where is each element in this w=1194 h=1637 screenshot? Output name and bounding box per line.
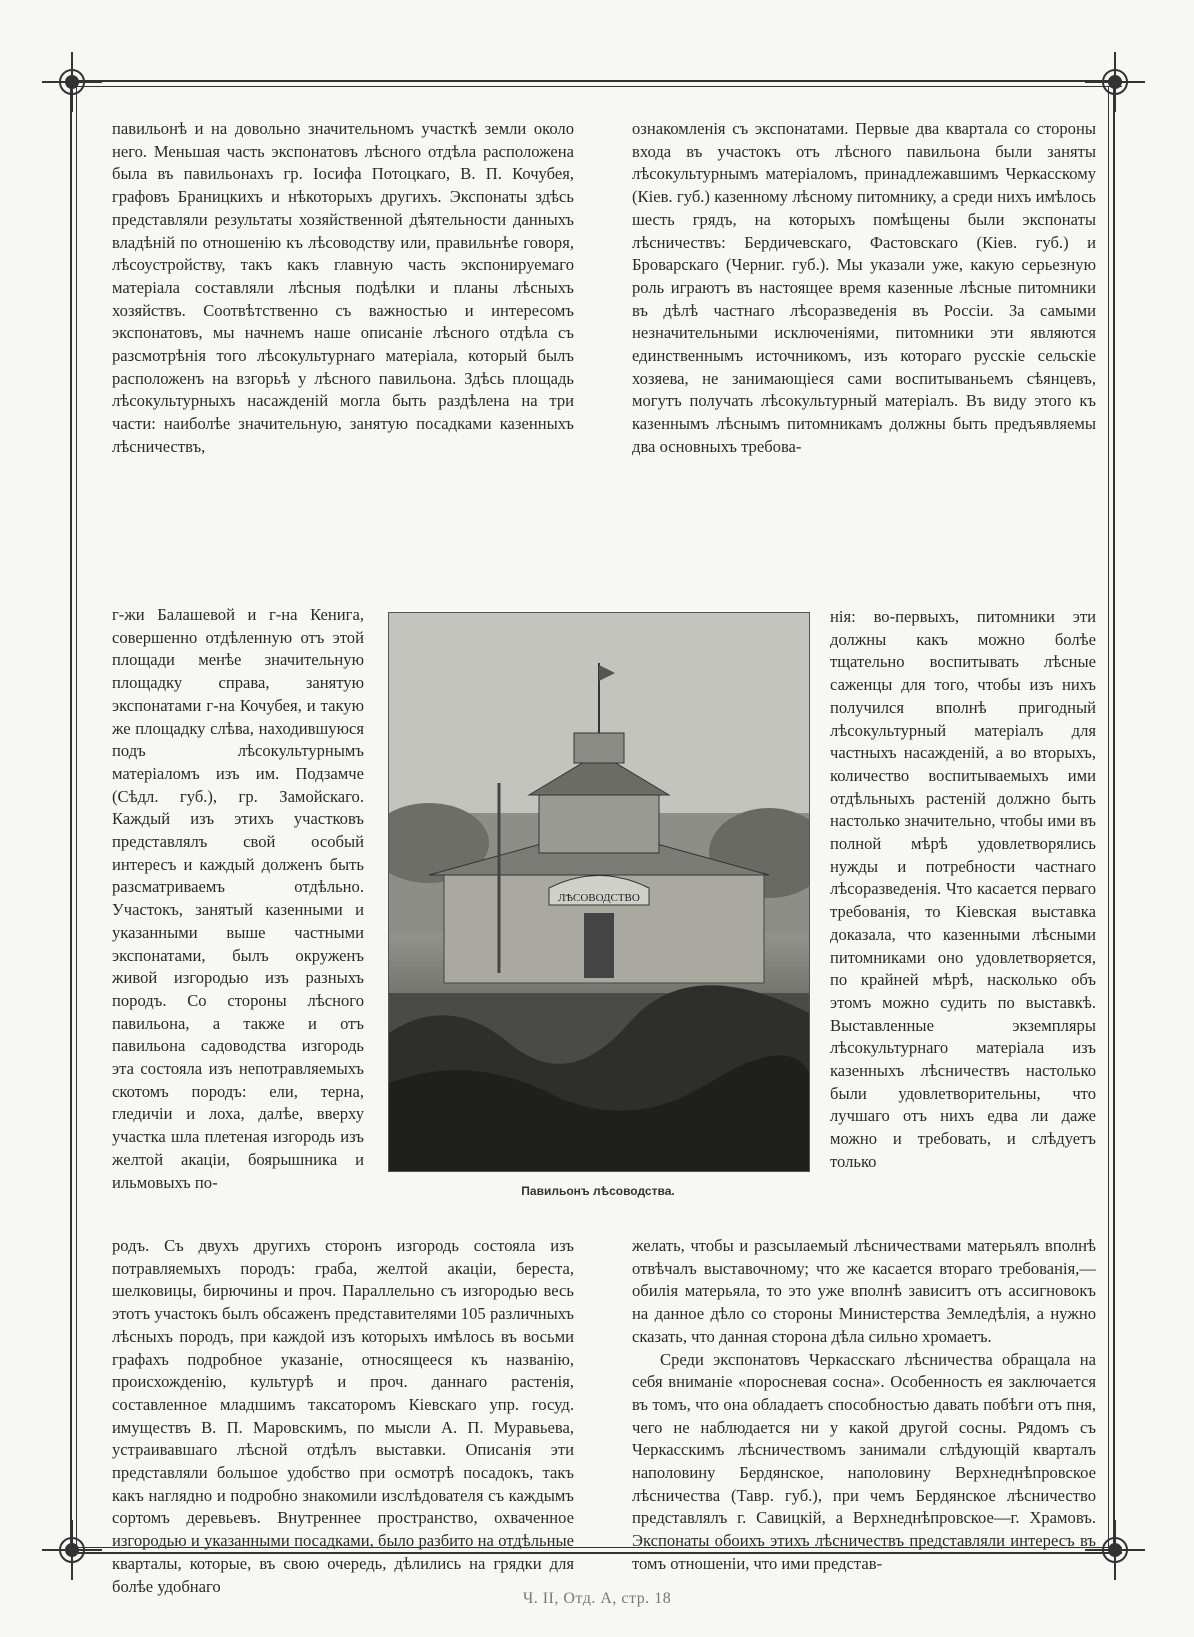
paragraph: Среди экспонатовъ Черкасскаго лѣсничества обращала на себя вниманіе «поросневая сосна». Особенность ея заключается въ томъ, что она обладаетъ способностью давать побѣги отъ пня, чего не наблюдается ни у какой другой сосны. Рядомъ съ Черкасскимъ лѣсничествомъ занимали слѣдующій кварталъ наполовину Бердянское, наполовину Верхнеднѣпровское лѣсничества (Тавр. губ.), при чемъ Бердянское лѣсничество представлялъ г. Савицкій, а Верхнеднѣпровское—г. Храмовъ. Экспонаты обоихъ этихъ лѣсничествъ представляли интересъ въ томъ отношеніи, что ими представ- [632, 1349, 1096, 1573]
frame-right-line [1113, 80, 1115, 1554]
page-content [112, 118, 1112, 1596]
pavilion-illustration [389, 613, 809, 1171]
frame-top-line [72, 80, 1122, 82]
paragraph: нія: во-первыхъ, питомники эти должны какъ можно болѣе тщательно воспитывать лѣсные саженцы для того, чтобы изъ нихъ получился вполнѣ пригодный лѣсокультурный матеріалъ для частныхъ насажденій, а во вторыхъ, количество воспитываемыхъ ими отдѣльныхъ растеній должно быть настолько значительно, чтобы ими въ полной мѣрѣ удовлетворялись нужды и потребности частнаго лѣсоразведенія. Что касается перваго требованія, то Кіевская выставка доказала, что казенными лѣсными питомниками оно удовлетворяется, по крайней мѣрѣ, насколько объ этомъ можно судить по выставкѣ. Выставленные экземпляры лѣсокультурнаго матеріала изъ казенныхъ лѣсничествъ настолько были удовлетворительны, что лучшаго отъ нихъ едва ли даже можно и требовать, и слѣдуетъ только [830, 607, 1096, 1171]
paragraph: г-жи Балашевой и г-на Кенига, совершенно отдѣленную отъ этой площади менѣе значительную площадку справа, занятую экспонатами г-на Кочубея, и такую же площадку слѣва, находившуюся подъ лѣсокультурнымъ матеріаломъ изъ им. Подзамче (Сѣдл. губ.), гр. Замойскаго. Каждый изъ этихъ участковъ представлялъ свой особый интересъ и каждый долженъ быть разсматриваемъ отдѣльно. Участокъ, занятый казенными и указанными выше частными экспонатами, былъ окруженъ живой изгородью изъ разныхъ породъ. Со стороны лѣсного павильона, а также и отъ павильона садоводства изгородь эта состояла изъ непотравляемыхъ скотомъ породъ: ели, терна, гледичіи и лоха, далѣе, вверху участка шла плетеная изгородь изъ желтой акаціи, боярышника и ильмовыхъ по- [112, 605, 364, 1192]
photo-caption: Павильонъ лѣсоводства. [521, 1184, 675, 1198]
frame-left-line [70, 80, 72, 1554]
corner-ornament-icon [1085, 52, 1145, 112]
right-narrow-column [830, 606, 1096, 1174]
paragraph: павильонѣ и на довольно значительномъ участкѣ земли около него. Меньшая часть экспонатовъ лѣсного отдѣла расположена была въ павильонахъ гр. Іосифа Потоцкаго, В. П. Кочубея, графовъ Браницкихъ и нѣкоторыхъ другихъ. Экспонаты здѣсь представляли результаты хозяйственной дѣятельности данныхъ владѣній по отношенію къ лѣсоводству или, правильнѣе говоря, лѣсоустройству, такъ какъ главную часть экспонируемаго матеріала составляли лѣсныя подѣлки и планы лѣсныхъ хозяйствъ. Соотвѣтственно съ важностью и интересомъ экспонатовъ, мы начнемъ наше описаніе лѣсного отдѣла съ разсмотрѣнія того лѣсокультурнаго матеріала, который былъ расположенъ на взгорьѣ у лѣсного павильона. Здѣсь площадь лѣсокультурныхъ насажденій могла быть раздѣлена на три части: наиболѣе значительную, занятую посадками казенныхъ лѣсничествъ, [112, 119, 574, 456]
left-narrow-column [112, 604, 364, 1194]
corner-ornament-icon [42, 1520, 102, 1580]
right-column-lower [632, 1235, 1096, 1576]
frame-left-line-inner [76, 86, 77, 1548]
page-footer: Ч. II, Отд. А, стр. 18 [522, 1590, 672, 1607]
corner-ornament-icon [42, 52, 102, 112]
pavilion-sign: ЛѢСОВОДСТВО [558, 892, 640, 904]
right-column-top [632, 118, 1096, 459]
paragraph: ознакомленія съ экспонатами. Первые два квартала со стороны входа въ участокъ отъ лѣсного павильона были заняты лѣсокультурнымъ матеріаломъ, принадлежавшимъ Черкасскому (Кіев. губ.) казенному лѣсному питомнику, а среди нихъ имѣлось шесть грядъ, на которыхъ помѣщены были экспонаты лѣсничествъ: Бердичевскаго, Фастовскаго (Кіев. губ.) и Броварскаго (Черниг. губ.). Мы указали уже, какую серьезную роль играютъ въ настоящее время казенные лѣсные питомники въ дѣлѣ частнаго лѣсоразведенія въ Россіи. За самыми незначительными исключеніями, питомники эти являются единственнымъ источникомъ, изъ котораго русскіе сельскіе хозяева, не занимающіеся сами воспитываньемъ сѣянцевъ, могутъ получать лѣсокультурный матеріалъ. Въ виду этого къ казеннымъ лѣснымъ питомникамъ должны быть предъявляемы два основныхъ требова- [632, 119, 1096, 456]
left-column-top [112, 118, 574, 459]
paragraph: родъ. Съ двухъ другихъ сторонъ изгородь состояла изъ потравляемыхъ породъ: граба, желтой акаціи, береста, шелковицы, бирючины и проч. Параллельно съ изгородью весь этотъ участокъ былъ обсаженъ представителями 105 различныхъ лѣсныхъ породъ, при каждой изъ которыхъ имѣлось въ восьми графахъ подробное указаніе, относящееся къ названію, происхожденію, культурѣ и проч. даннаго растенія, составленное младшимъ таксаторомъ Кіевскаго упр. госуд. имуществъ В. П. Маровскимъ, по мысли А. П. Муравьева, устраивавшаго лѣсной отдѣлъ выставки. Описанія эти представляли большое удобство при осмотрѣ посадокъ, такъ какъ наглядно и подробно знакомили изслѣдователя съ каждымъ сортомъ деревьевъ. Внутреннее пространство, охваченное изгородью и указанными посадками, было разбито на отдѣльные кварталы, которые, въ свою очередь, дѣлились на грядки для болѣе удобнаго [112, 1236, 574, 1596]
pavilion-photo [388, 612, 810, 1172]
left-column-lower [112, 1235, 574, 1598]
frame-top-line-inner [72, 86, 1122, 87]
paragraph: желать, чтобы и разсылаемый лѣсничествами матерьялъ вполнѣ отвѣчалъ выставочному; что же касается втораго требованія,—обилія матерьяла, то это уже вполнѣ зависитъ отъ ассигновокъ на данное дѣло со стороны Министерства Земледѣлія, а нужно сказать, что данная сторона дѣла сильно хромаетъ. [632, 1236, 1096, 1346]
